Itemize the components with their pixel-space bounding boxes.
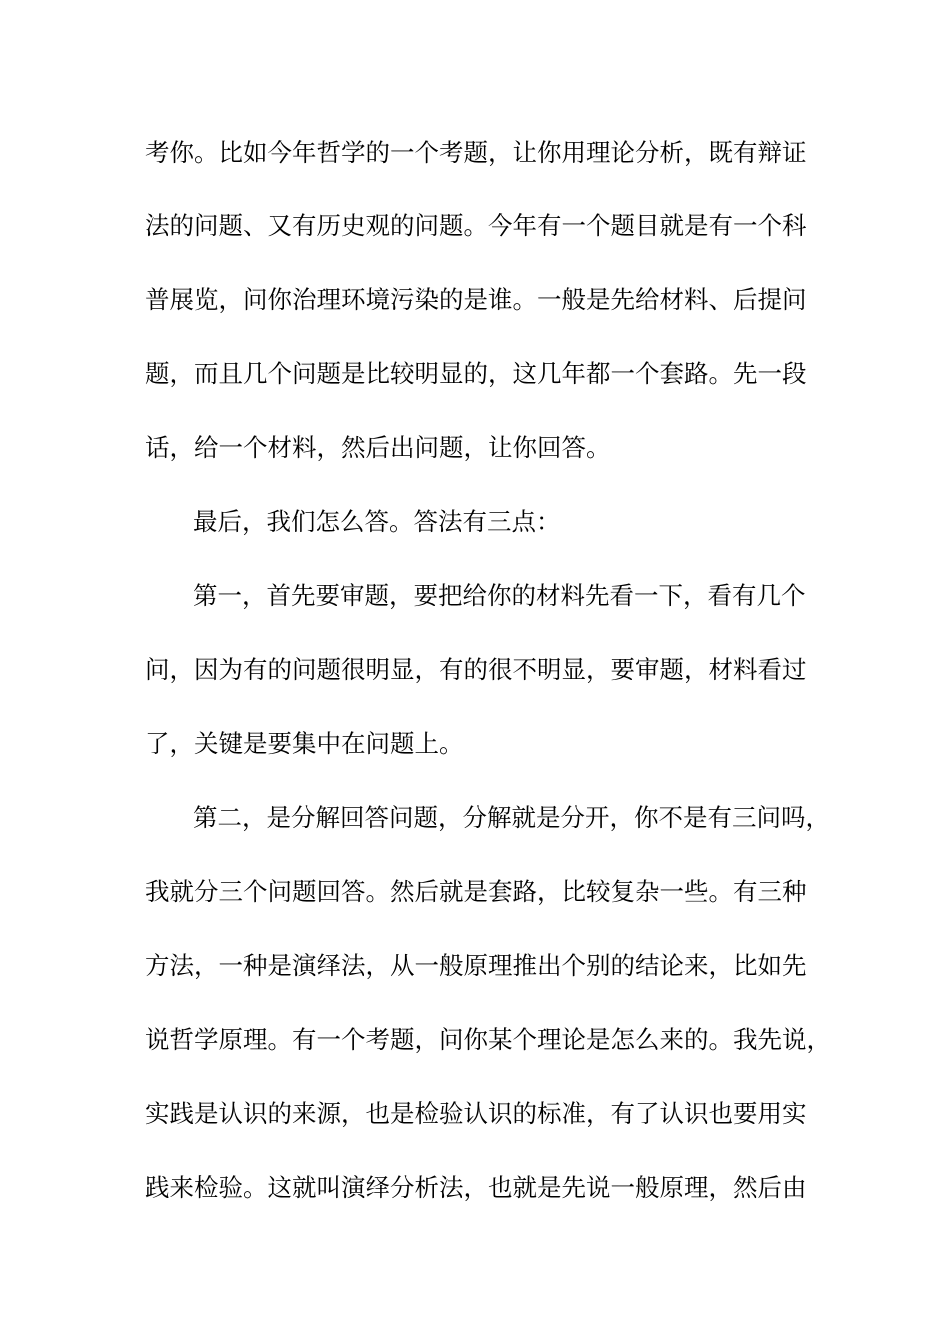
- paragraph-line: 践来检验。这就叫演绎分析法，也就是先说一般原理，然后由: [145, 1173, 807, 1202]
- paragraph-line: 话，给一个材料，然后出问题，让你回答。: [145, 433, 611, 462]
- paragraph-line: 方法，一种是演绎法，从一般原理推出个别的结论来，比如先: [145, 951, 807, 980]
- paragraph-line: 说哲学原理。有一个考题，问你某个理论是怎么来的。我先说，: [145, 1025, 831, 1054]
- paragraph-line: 最后，我们怎么答。答法有三点：: [193, 507, 561, 536]
- paragraph-line: 第一，首先要审题，要把给你的材料先看一下，看有几个: [193, 581, 806, 610]
- paragraph-line: 考你。比如今年哲学的一个考题，让你用理论分析，既有辩证: [145, 138, 807, 167]
- paragraph-line: 了，关键是要集中在问题上。: [145, 729, 464, 758]
- paragraph-line: 实践是认识的来源，也是检验认识的标准，有了认识也要用实: [145, 1099, 807, 1128]
- paragraph-line: 问，因为有的问题很明显，有的很不明显，要审题，材料看过: [145, 655, 807, 684]
- paragraph-line: 普展览，问你治理环境污染的是谁。一般是先给材料、后提问: [145, 285, 807, 314]
- paragraph-line: 题，而且几个问题是比较明显的，这几年都一个套路。先一段: [145, 359, 807, 388]
- paragraph-line: 第二，是分解回答问题，分解就是分开，你不是有三问吗，: [193, 803, 830, 832]
- paragraph-line: 我就分三个问题回答。然后就是套路，比较复杂一些。有三种: [145, 877, 807, 906]
- paragraph-line: 法的问题、又有历史观的问题。今年有一个题目就是有一个科: [145, 211, 807, 240]
